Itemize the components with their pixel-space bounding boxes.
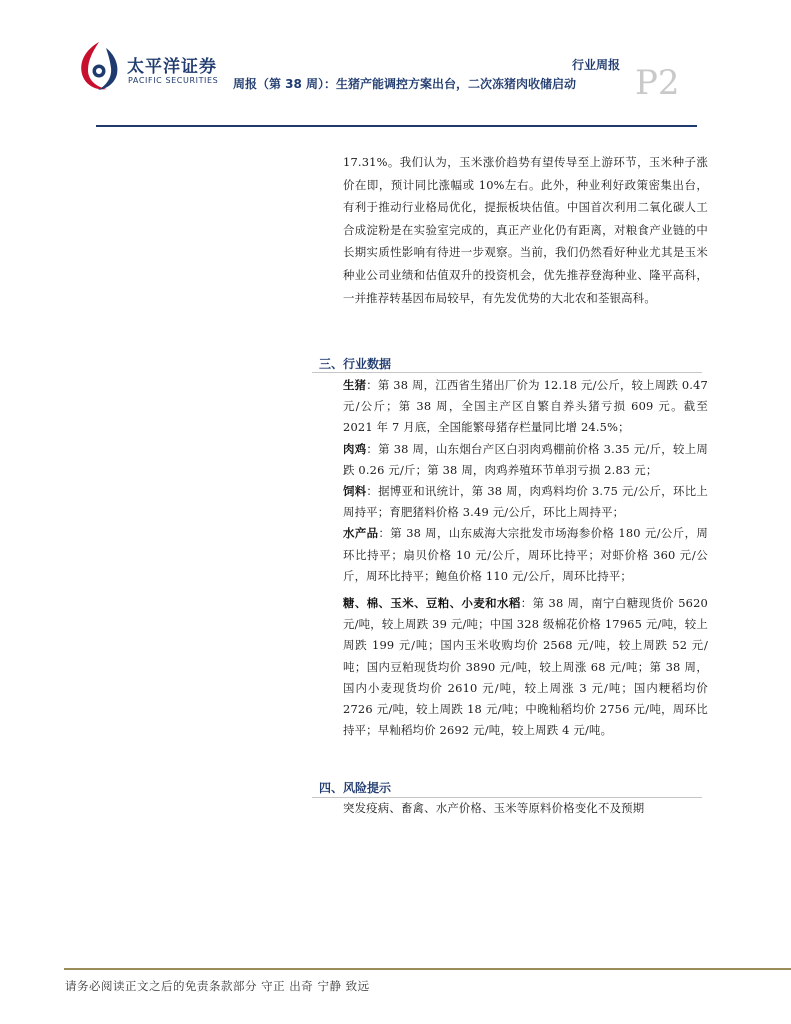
data-item-label: 肉鸡 <box>343 441 367 456</box>
data-item-broiler <box>343 439 708 481</box>
company-logo <box>76 40 226 92</box>
section-heading-risk: 四、风险提示 <box>319 781 392 795</box>
logo-english-name: PACIFIC SECURITIES <box>128 76 219 85</box>
page-number: P2 <box>635 63 680 103</box>
section-heading-industry-data: 三、行业数据 <box>319 357 392 371</box>
data-item-text: ：第 38 周，山东烟台产区白羽肉鸡棚前价格 3.35 元/斤，较上周跌 0.26 元/斤；第 38 周，肉鸡养殖环节单羽亏损 2.83 元； <box>343 441 708 477</box>
footer-disclaimer: 请务必阅读正文之后的免责条款部分 守正 出奇 宁静 致远 <box>65 979 370 993</box>
data-item-aquatic <box>343 523 708 587</box>
data-item-label: 水产品 <box>343 526 379 541</box>
industry-data-list <box>343 375 708 741</box>
risk-text: 突发疫病、畜禽、水产价格、玉米等原料价格变化不及预期 <box>343 801 645 815</box>
data-item-label: 生猪 <box>343 378 367 392</box>
logo-chinese-name: 太平洋证券 <box>127 57 217 77</box>
data-item-text: ：据博亚和讯统计，第 38 周，肉鸡料均价 3.75 元/公斤，环比上周持平；育肥猪料价格 3.49 元/公斤，环比上周持平； <box>343 484 708 520</box>
data-item-commodities <box>343 593 708 741</box>
intro-paragraph: 17.31%。我们认为，玉米涨价趋势有望传导至上游环节，玉米种子涨价在即，预计同比涨幅或 10%左右。此外，种业利好政策密集出台，有利于推动行业格局优化，提振板块估值。中国首次利用二氧化碳人工合成淀粉是在实验室完成的，真正产业化仍有距离，对粮食产业链的中长期实质性影响有待进一步观察。当前，我们仍然看好种业尤其是玉米种业公司业绩和估值双升的投资机会，优先推荐登海种业、隆平高科，一并推荐转基因布局较早，有先发优势的大北农和荃银高科。 <box>343 155 708 305</box>
data-item-text: ：第 38 周，江西省生猪出厂价为 12.18 元/公斤，较上周跌 0.47 元/公斤；第 38 周，全国主产区自繁自养头猪亏损 609 元。截至 2021 年 7 月底，全国能繁母猪存栏量同比增 24.5%； <box>343 378 708 435</box>
data-item-feed <box>343 481 708 523</box>
data-item-hog <box>343 375 708 439</box>
section-divider <box>312 372 702 373</box>
data-item-text: ：第 38 周，南宁白糖现货价 5620 元/吨，较上周跌 39 元/吨；中国 328 级棉花价格 17965 元/吨，较上周跌 199 元/吨；国内玉米收购均价 2568 元/吨，较上周跌 52 元/吨；国内豆粕现货均价 3890 元/吨，较上周涨 68 元/吨；第 38 周，国内小麦现货均价 2610 元/吨，较上周涨 3 元/吨；国内粳稻均价 2726 元/吨，较上周跌 18 元/吨；中晚籼稻均价 2756 元/吨，周环比持平；早籼稻均价 2692 元/吨，较上周跌 4 元/吨。 <box>343 596 708 738</box>
report-title: 周报（第 38 周）：生猪产能调控方案出台，二次冻猪肉收储启动 <box>233 77 577 91</box>
pacific-securities-logo-icon <box>76 40 122 92</box>
report-type-label: 行业周报 <box>571 58 620 72</box>
data-item-text: ：第 38 周，山东威海大宗批发市场海参价格 180 元/公斤，周环比持平；扇贝价格 10 元/公斤，周环比持平；对虾价格 360 元/公斤，周环比持平；鲍鱼价格 110 元/公斤，周环比持平； <box>343 526 708 583</box>
data-item-label: 糖、棉、玉米、豆粕、小麦和水稻 <box>343 596 521 611</box>
data-item-label: 饲料 <box>343 484 367 499</box>
footer-divider <box>64 968 791 970</box>
header-divider <box>96 125 697 127</box>
